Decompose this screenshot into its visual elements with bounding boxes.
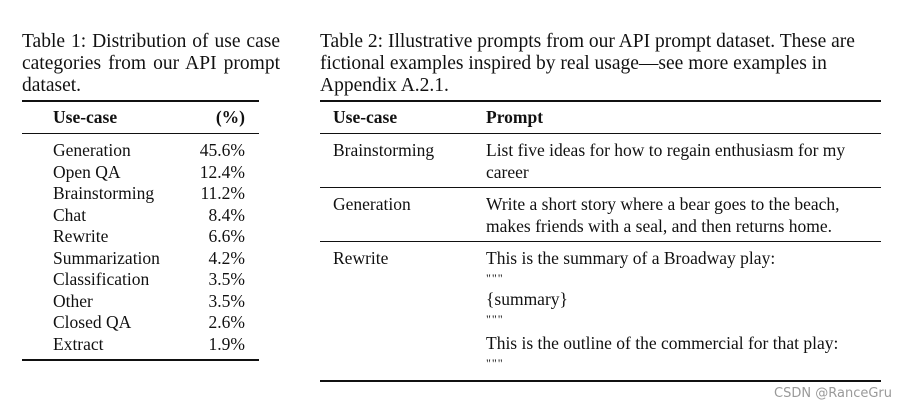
table2-row-label: Rewrite xyxy=(333,248,389,268)
table2-row-prompt: Write a short story where a bear goes to the beach, makes friends with a seal, and then returns home. xyxy=(486,194,840,236)
table2-top-rule xyxy=(320,100,881,102)
table2-rewrite-quote2: """ xyxy=(486,312,504,326)
table1-top-rule xyxy=(22,100,259,102)
table1-row-label: Extract xyxy=(53,333,104,354)
table1-row-value: 2.6% xyxy=(208,312,245,332)
table2-row-divider xyxy=(320,187,881,188)
table1-row-label: Open QA xyxy=(53,161,121,182)
table1-header-rule xyxy=(22,133,259,134)
table1-row-label: Other xyxy=(53,290,93,311)
table1-row-label: Classification xyxy=(53,269,150,289)
table2-rewrite-line1: This is the summary of a Broadway play: xyxy=(486,248,776,268)
table1-row-value: 8.4% xyxy=(208,204,245,225)
table2-caption: Table 2: Illustrative prompts from our API prompt dataset. These are fictional examples inspired by real usage—see more examples in Appendix A.2.1. xyxy=(320,31,855,96)
table1-row-value: 3.5% xyxy=(208,290,245,311)
table1-row-value: 3.5% xyxy=(208,269,245,289)
table1-row-label: Chat xyxy=(53,204,87,225)
table2-rewrite-line3: This is the outline of the commercial for that play: xyxy=(486,333,839,353)
table1-row-value: 6.6% xyxy=(208,226,245,246)
table2-row-label: Generation xyxy=(333,194,411,214)
table1-row-label: Generation xyxy=(53,140,131,160)
table1-row-value: 4.2% xyxy=(208,247,245,268)
table2-row-prompt: List five ideas for how to regain enthusiasm for my career xyxy=(486,140,846,182)
table2-row-label: Brainstorming xyxy=(333,140,435,160)
table1-row-label: Summarization xyxy=(53,247,160,268)
table1-row-value: 11.2% xyxy=(200,183,245,203)
table1-row-value: 1.9% xyxy=(208,333,245,354)
table2-rewrite-quote3: """ xyxy=(486,356,504,370)
watermark: CSDN @RanceGru xyxy=(774,386,892,401)
table2-header-rule xyxy=(320,133,881,134)
table2-bottom-rule xyxy=(320,380,881,382)
table1-row-label: Closed QA xyxy=(53,312,132,332)
table1-row-label: Brainstorming xyxy=(53,183,155,203)
table2-row-divider xyxy=(320,241,881,242)
table1-row-label: Rewrite xyxy=(53,226,109,246)
table1-row-value: 45.6% xyxy=(199,140,245,160)
table1-header-usecase: Use-case xyxy=(53,107,118,127)
table2-rewrite-quote1: """ xyxy=(486,271,504,285)
table1-caption: Table 1: Distribution of use case categories from our API prompt dataset. xyxy=(22,31,280,96)
table2-rewrite-line2: {summary} xyxy=(486,289,568,309)
table2-header-usecase: Use-case xyxy=(333,107,398,127)
table1-header-percent: (%) xyxy=(215,107,245,127)
table1-bottom-rule xyxy=(22,359,259,361)
table1-row-value: 12.4% xyxy=(199,161,245,182)
table2-header-prompt: Prompt xyxy=(486,107,544,127)
